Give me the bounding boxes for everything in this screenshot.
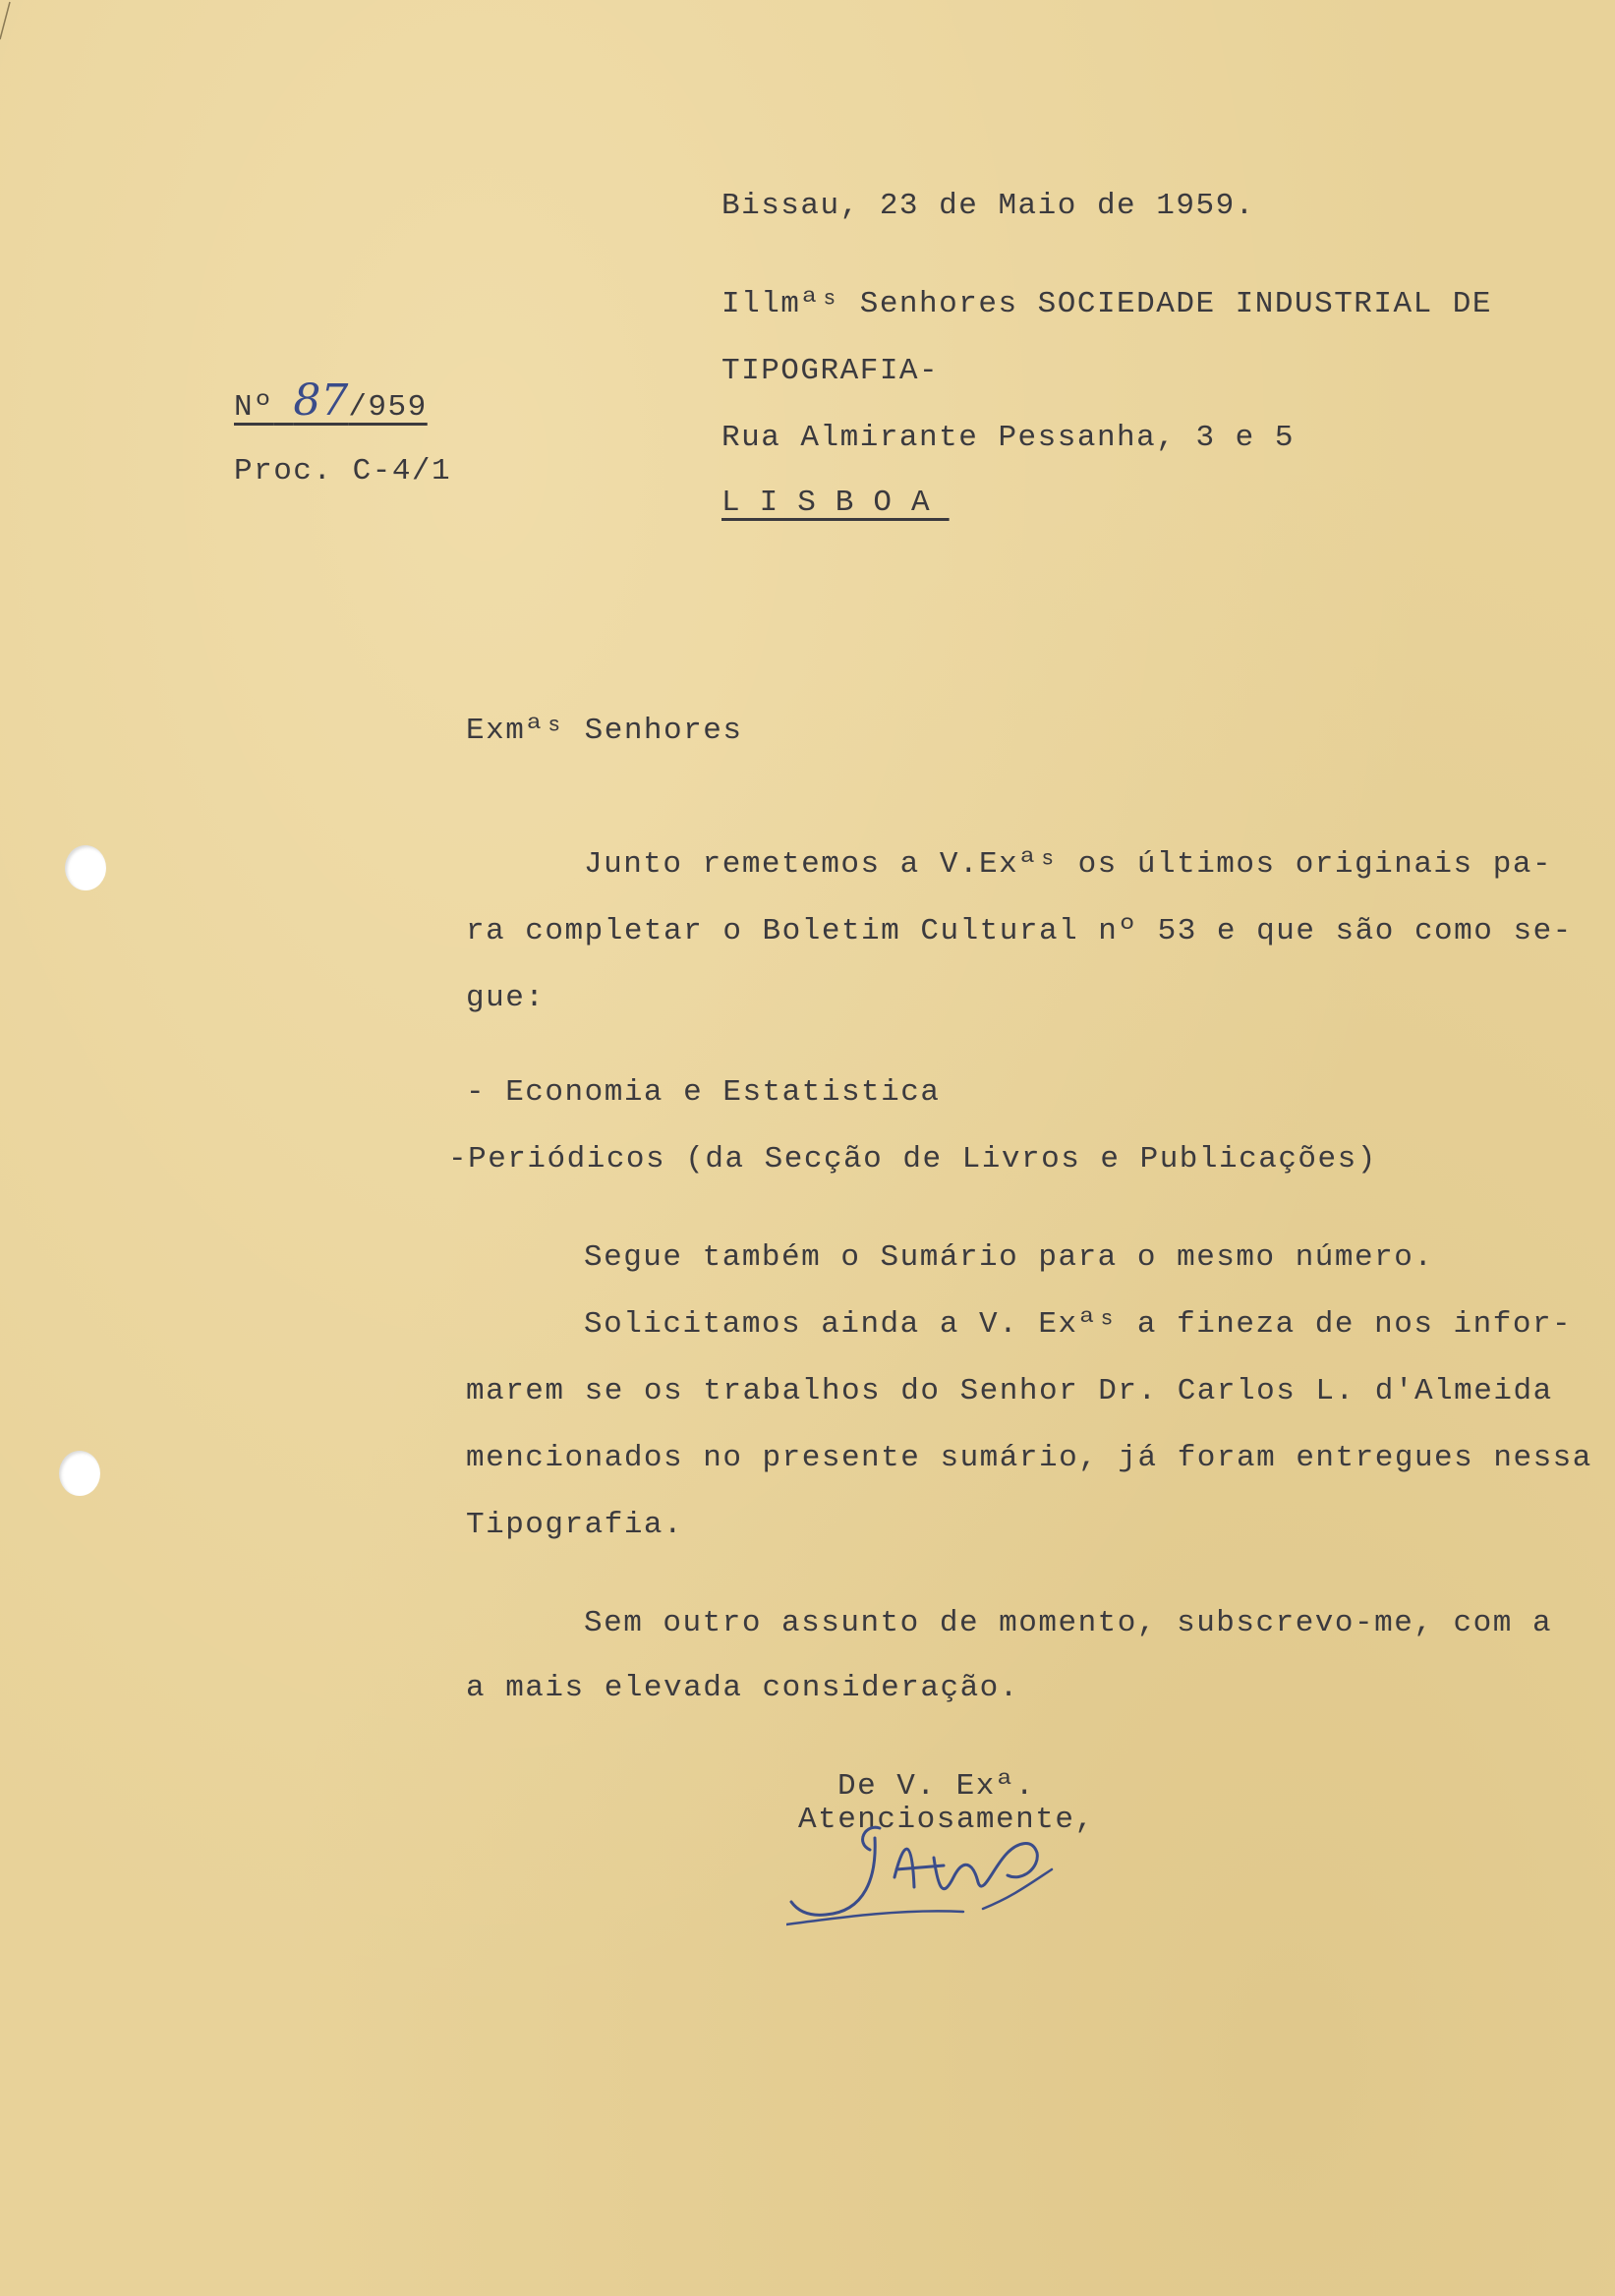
page-corner-mark (0, 0, 20, 59)
reference-number-prefix: Nº (234, 390, 274, 425)
punch-hole-bottom (59, 1451, 100, 1496)
reference-number-year: /959 (348, 390, 428, 425)
paragraph-3-line-1: Solicitamos ainda a V. Exªˢ a fineza de nos infor- (584, 1307, 1573, 1342)
reference-number (234, 375, 428, 426)
recipient-line-2: TIPOGRAFIA- (721, 354, 940, 388)
salutation: Exmªˢ Senhores (466, 714, 743, 748)
paragraph-4-line-2: a mais elevada consideração. (466, 1671, 1019, 1705)
list-item-periodicos: -Periódicos (da Secção de Livros e Publicações) (448, 1142, 1377, 1177)
paragraph-1-line-3: gue: (466, 981, 546, 1015)
paragraph-4-line-1: Sem outro assunto de momento, subscrevo-me, com a (584, 1606, 1553, 1640)
paragraph-3-line-2: marem se os trabalhos do Senhor Dr. Carlos L. d'Almeida (466, 1374, 1553, 1408)
paragraph-2: Segue também o Sumário para o mesmo número. (584, 1240, 1434, 1275)
place-date: Bissau, 23 de Maio de 1959. (721, 189, 1255, 223)
paragraph-3-line-4: Tipografia. (466, 1508, 684, 1542)
reference-number-handwritten: 87 (293, 375, 349, 426)
handwritten-signature (786, 1799, 1111, 1946)
closing-line-1: De V. Exª. (837, 1769, 1036, 1804)
list-item-economia: - Economia e Estatistica (466, 1075, 941, 1110)
punch-hole-top (65, 845, 106, 890)
process-reference: Proc. C-4/1 (234, 454, 452, 488)
closing-line-2: Atenciosamente, (798, 1803, 1095, 1837)
paragraph-3-line-3: mencionados no presente sumário, já foram entregues nessa (466, 1441, 1592, 1475)
recipient-address: Rua Almirante Pessanha, 3 e 5 (721, 421, 1295, 455)
paragraph-1-line-2: ra completar o Boletim Cultural nº 53 e que são como se- (466, 914, 1573, 948)
paragraph-1-line-1: Junto remetemos a V.Exªˢ os últimos originais pa- (584, 847, 1553, 882)
recipient-city: LISBOA (721, 486, 950, 520)
recipient-line-1: Illmªˢ Senhores SOCIEDADE INDUSTRIAL DE (721, 287, 1493, 321)
